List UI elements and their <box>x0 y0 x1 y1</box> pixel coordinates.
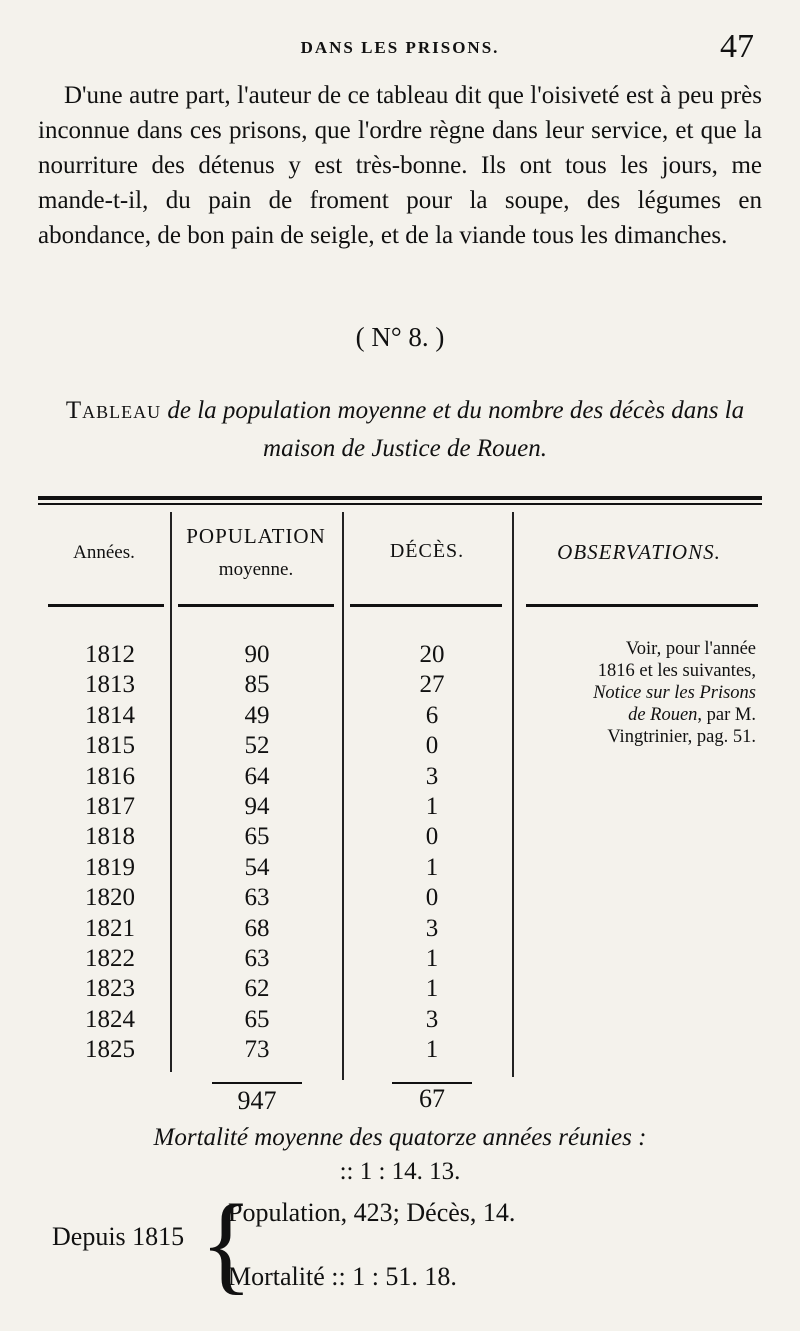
table-top-rule-thin <box>38 503 762 505</box>
year-cell: 1821 <box>85 914 135 942</box>
column-header-years: Années. <box>73 542 135 563</box>
population-cell: 54 <box>244 853 270 881</box>
population-cell: 90 <box>244 641 270 668</box>
year-cell: 1815 <box>85 732 135 760</box>
population-cell: 73 <box>244 1036 270 1064</box>
column-divider <box>342 512 344 1080</box>
year-cell: 1818 <box>85 823 135 851</box>
deaths-cell: 20 <box>419 641 445 668</box>
column-header-population-line2: moyenne. <box>218 559 294 580</box>
header-underline <box>178 604 334 607</box>
observation-note <box>522 638 756 748</box>
since-label: Depuis 1815 <box>52 1222 185 1251</box>
column-header-population <box>172 524 340 581</box>
years-column <box>50 640 170 1065</box>
population-cell: 62 <box>244 975 270 1003</box>
column-header-deaths: DÉCÈS. <box>389 540 465 562</box>
year-cell: 1813 <box>85 671 135 699</box>
column-divider <box>170 512 172 1072</box>
since-mortality-line: Mortalité :: 1 : 51. 18. <box>228 1262 457 1291</box>
year-cell: 1820 <box>85 884 135 912</box>
observation-line <box>522 704 756 726</box>
year-cell: 1817 <box>85 792 135 820</box>
deaths-cell: 1 <box>425 975 439 1003</box>
mortality-ratio: :: 1 : 14. 13. <box>339 1158 461 1185</box>
column-divider <box>512 512 514 1077</box>
year-cell: 1825 <box>85 1036 135 1064</box>
deaths-cell: 1 <box>425 853 439 881</box>
year-cell: 1823 <box>85 975 135 1003</box>
deaths-cell: 0 <box>425 732 439 760</box>
population-cell: 85 <box>244 671 270 699</box>
observation-rest: , par M. <box>697 705 756 725</box>
table-number: ( N° 8. ) <box>355 322 445 352</box>
header-underline <box>48 604 164 607</box>
header-underline <box>526 604 758 607</box>
deaths-cell: 1 <box>425 1036 439 1064</box>
population-column <box>212 640 302 1065</box>
deaths-cell: 0 <box>425 884 439 912</box>
deaths-cell: 27 <box>419 671 445 699</box>
population-cell: 65 <box>244 1005 270 1033</box>
deaths-column <box>392 640 472 1065</box>
population-cell: 65 <box>244 823 270 851</box>
population-cell: 63 <box>244 944 270 972</box>
observation-line: Voir, pour l'année <box>625 639 756 659</box>
year-cell: 1812 <box>85 641 135 668</box>
table-title <box>60 392 750 468</box>
column-header-population-line1: POPULATION <box>186 524 326 548</box>
population-cell: 94 <box>244 792 270 820</box>
year-cell: 1824 <box>85 1005 135 1033</box>
population-cell: 64 <box>244 762 270 790</box>
mortality-title: Mortalité moyenne des quatorze années réunies : <box>153 1124 647 1151</box>
population-cell: 68 <box>244 914 270 942</box>
deaths-cell: 1 <box>425 944 439 972</box>
table-top-rule-thick <box>38 496 762 500</box>
sum-rule <box>212 1082 302 1084</box>
observation-line: 1816 et les suivantes, <box>597 661 756 681</box>
total-population: 947 <box>237 1086 277 1115</box>
since-population-line: Population, 423; Décès, 14. <box>228 1198 516 1227</box>
body-paragraph: D'une autre part, l'auteur de ce tableau dit que l'oisiveté est à peu près inconnue dans ces prisons, que l'ordre règne dans leur service, et que la nourriture des détenus y est très-bonne. Ils ont tous les jours, me mande-t-il, du pain de froment pour la soupe, des légumes en abondance, de bon pain de seigle, et de la viande tous les dimanches. <box>38 82 762 249</box>
deaths-cell: 6 <box>425 701 439 729</box>
running-header: DANS LES PRISONS. <box>300 38 500 57</box>
population-cell: 52 <box>244 732 270 760</box>
year-cell: 1822 <box>85 944 135 972</box>
total-deaths: 67 <box>419 1084 445 1113</box>
observation-line: Vingtrinier, pag. 51. <box>607 727 756 747</box>
population-cell: 63 <box>244 884 270 912</box>
table-title-rest: de la population moyenne et du nombre des décès dans la maison de Justice de Rouen. <box>167 397 745 462</box>
observation-line: Notice sur les Prisons <box>593 683 756 703</box>
deaths-cell: 3 <box>425 914 439 942</box>
year-cell: 1816 <box>85 762 135 790</box>
year-cell: 1819 <box>85 853 135 881</box>
population-cell: 49 <box>244 701 270 729</box>
deaths-cell: 0 <box>425 823 439 851</box>
year-cell: 1814 <box>85 701 135 729</box>
deaths-cell: 1 <box>425 792 439 820</box>
deaths-cell: 3 <box>425 1005 439 1033</box>
observation-italic: de Rouen <box>628 705 698 725</box>
table-title-lead: Tableau <box>65 397 162 424</box>
curly-brace: { <box>200 1182 253 1304</box>
column-header-observations: OBSERVATIONS. <box>557 540 721 564</box>
header-underline <box>350 604 502 607</box>
page-number: 47 <box>720 28 754 65</box>
deaths-cell: 3 <box>425 762 439 790</box>
